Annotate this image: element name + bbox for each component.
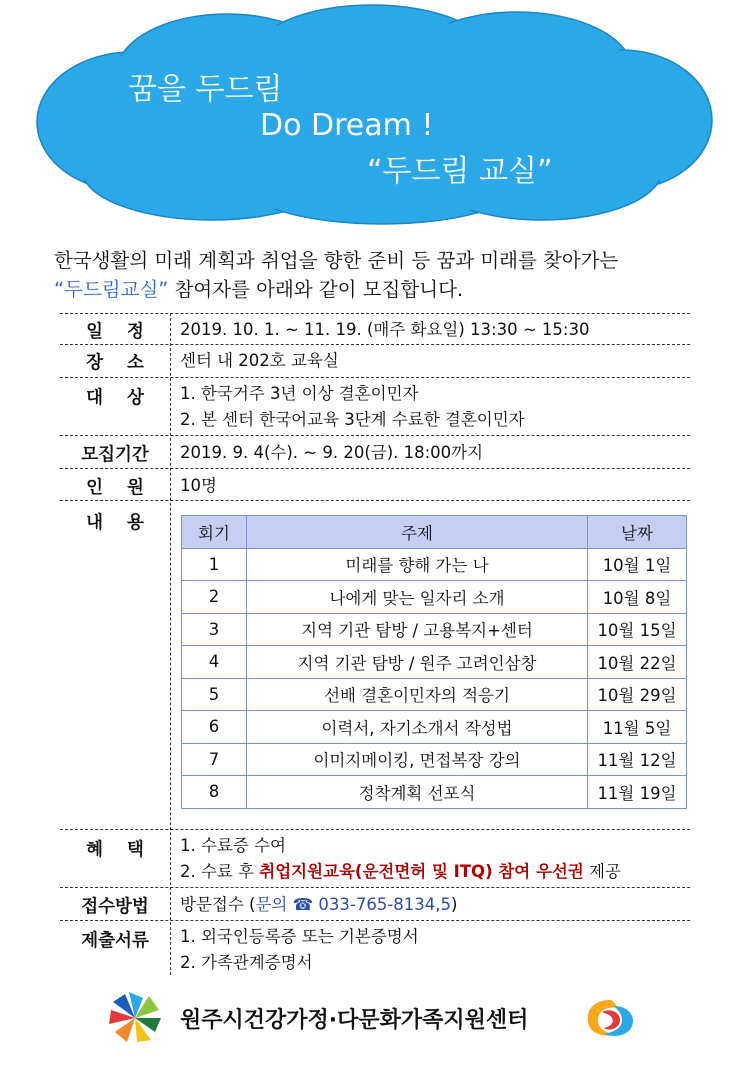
header-line-3: “두드림 교실” xyxy=(367,154,553,189)
date-cell: 11월 19일 xyxy=(588,776,687,809)
table-header-session: 회기 xyxy=(182,516,247,549)
session-cell: 7 xyxy=(182,743,247,776)
session-cell: 4 xyxy=(182,646,247,679)
schedule-label: 일정 xyxy=(86,322,168,342)
count-label: 인원 xyxy=(86,478,168,498)
place-label: 장소 xyxy=(86,353,168,373)
topic-cell: 이미지메이킹, 면접복장 강의 xyxy=(247,743,588,776)
session-cell: 6 xyxy=(182,711,247,744)
table-row xyxy=(182,711,687,744)
target-value xyxy=(180,381,525,433)
topic-cell: 나에게 맞는 일자리 소개 xyxy=(247,581,588,614)
session-cell: 1 xyxy=(182,548,247,581)
topic-cell: 선배 결혼이민자의 적응기 xyxy=(247,678,588,711)
apply-value-suffix: ) xyxy=(451,895,458,914)
intro-paragraph xyxy=(54,246,704,304)
benefit-label: 혜택 xyxy=(86,840,168,860)
apply-value xyxy=(180,892,457,918)
docs-label: 제출서류 xyxy=(81,931,149,951)
schedule-value: 2019. 10. 1. ~ 11. 19. (매주 화요일) 13:30 ~ 15:30 xyxy=(180,320,590,339)
schedule-table xyxy=(181,515,687,809)
period-label: 모집기간 xyxy=(81,445,149,465)
info-row-count xyxy=(60,468,690,501)
date-cell: 10월 1일 xyxy=(588,548,687,581)
info-row-place xyxy=(60,344,690,377)
docs-line-2: 2. 가족관계증명서 xyxy=(180,953,313,972)
apply-value-prefix: 방문접수 ( xyxy=(180,895,256,914)
benefit-line-2-prefix: 2. 수료 후 xyxy=(180,862,260,881)
benefit-line-1: 1. 수료증 수여 xyxy=(180,836,286,855)
intro-highlight: “두드림교실” xyxy=(54,278,169,301)
intro-line-1: 한국생활의 미래 계획과 취업을 향한 준비 등 꿈과 미래를 찾아가는 xyxy=(54,249,619,272)
apply-label: 접수방법 xyxy=(81,897,149,917)
table-row xyxy=(182,646,687,679)
date-cell: 10월 29일 xyxy=(588,678,687,711)
topic-cell: 정착계획 선포식 xyxy=(247,776,588,809)
period-value: 2019. 9. 4(수). ~ 9. 20(금). 18:00까지 xyxy=(180,443,484,462)
organization-name: 원주시건강가정·다문화가족지원센터 xyxy=(180,1008,529,1033)
target-line-2: 2. 본 센터 한국어교육 3단계 수료한 결혼이민자 xyxy=(180,410,525,429)
table-row xyxy=(182,743,687,776)
docs-line-1: 1. 외국인등록증 또는 기본증명서 xyxy=(180,927,419,946)
benefit-line-2-suffix: 제공 xyxy=(583,862,621,881)
table-row xyxy=(182,613,687,646)
session-cell: 3 xyxy=(182,613,247,646)
info-row-period xyxy=(60,435,690,468)
header-line-1: 꿈을 두드림 xyxy=(128,72,283,107)
docs-value xyxy=(180,924,419,976)
target-label: 대상 xyxy=(86,388,168,408)
topic-cell: 지역 기관 탐방 / 원주 고려인삼창 xyxy=(247,646,588,679)
date-cell: 10월 22일 xyxy=(588,646,687,679)
info-row-docs xyxy=(60,920,690,977)
center-emblem-icon xyxy=(580,994,640,1042)
intro-line-2 xyxy=(54,275,704,304)
table-header-topic: 주제 xyxy=(247,516,588,549)
count-value: 10명 xyxy=(180,476,217,495)
target-line-1: 1. 한국거주 3년 이상 결혼이민자 xyxy=(180,384,419,403)
table-header-date: 날짜 xyxy=(588,516,687,549)
topic-cell: 이력서, 자기소개서 작성법 xyxy=(247,711,588,744)
table-row xyxy=(182,548,687,581)
date-cell: 10월 8일 xyxy=(588,581,687,614)
intro-text-b: 참여자를 아래와 같이 모집합니다. xyxy=(168,278,464,301)
session-cell: 5 xyxy=(182,678,247,711)
benefit-value xyxy=(180,833,621,885)
header-line-2: Do Dream ! xyxy=(260,108,434,143)
benefit-priority-highlight: 취업지원교육(운전면허 및 ITQ) 참여 우선권 xyxy=(259,862,584,881)
content-label: 내용 xyxy=(86,513,168,533)
benefit-line-2 xyxy=(180,859,621,885)
pinwheel-logo-icon xyxy=(100,990,170,1046)
table-header-row xyxy=(182,516,687,549)
contact-phone: 문의 ☎ 033-765-8134,5 xyxy=(255,895,452,914)
topic-cell: 지역 기관 탐방 / 고용복지+센터 xyxy=(247,613,588,646)
table-row xyxy=(182,581,687,614)
footer xyxy=(100,990,660,1046)
date-cell: 11월 12일 xyxy=(588,743,687,776)
table-row xyxy=(182,776,687,809)
date-cell: 11월 5일 xyxy=(588,711,687,744)
info-row-benefit xyxy=(60,829,690,886)
topic-cell: 미래를 향해 가는 나 xyxy=(247,548,588,581)
date-cell: 10월 15일 xyxy=(588,613,687,646)
info-row-apply xyxy=(60,887,690,920)
info-row-target xyxy=(60,377,690,434)
place-value: 센터 내 202호 교육실 xyxy=(180,351,339,370)
table-row xyxy=(182,678,687,711)
session-cell: 8 xyxy=(182,776,247,809)
session-cell: 2 xyxy=(182,581,247,614)
info-row-schedule xyxy=(60,313,690,344)
